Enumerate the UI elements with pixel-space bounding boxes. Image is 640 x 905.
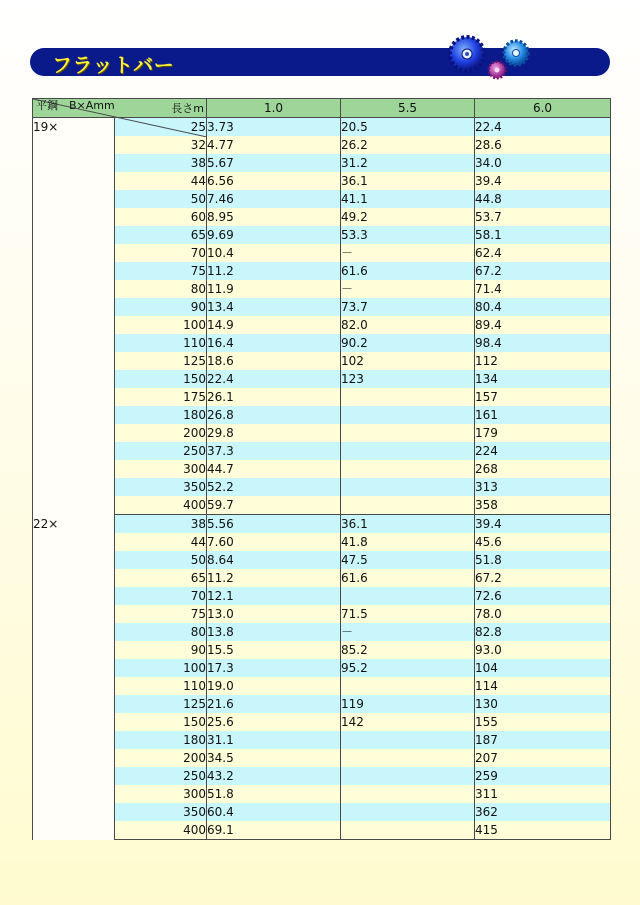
weight-cell (341, 821, 475, 840)
width-cell: 300 (115, 785, 207, 803)
weight-cell: 130 (475, 695, 611, 713)
width-cell: 250 (115, 442, 207, 460)
width-cell: 100 (115, 316, 207, 334)
weight-cell: 259 (475, 767, 611, 785)
gear-small-purple (489, 62, 505, 78)
width-cell: 70 (115, 244, 207, 262)
weight-cell (341, 749, 475, 767)
table-row (33, 695, 611, 713)
weight-cell: 98.4 (475, 334, 611, 352)
table-row (33, 316, 611, 334)
weight-cell: 80.4 (475, 298, 611, 316)
table-row (33, 154, 611, 172)
weight-cell: 39.4 (475, 515, 611, 534)
weight-cell: 67.2 (475, 569, 611, 587)
weight-cell: 179 (475, 424, 611, 442)
weight-cell: 51.8 (207, 785, 341, 803)
weight-cell: － (341, 623, 475, 641)
table-row (33, 821, 611, 840)
weight-cell: 161 (475, 406, 611, 424)
weight-cell: 82.0 (341, 316, 475, 334)
weight-cell: 18.6 (207, 352, 341, 370)
gear-small-blue (504, 41, 528, 65)
weight-cell: 5.56 (207, 515, 341, 534)
table-row (33, 731, 611, 749)
table-row (33, 244, 611, 262)
table-row (33, 496, 611, 515)
width-cell: 400 (115, 821, 207, 840)
table-row (33, 659, 611, 677)
weight-cell: 112 (475, 352, 611, 370)
width-cell: 50 (115, 551, 207, 569)
weight-cell (341, 587, 475, 605)
table-row (33, 749, 611, 767)
weight-cell: 358 (475, 496, 611, 515)
weight-cell: 93.0 (475, 641, 611, 659)
weight-cell: 36.1 (341, 515, 475, 534)
weight-cell: 13.0 (207, 605, 341, 623)
weight-cell: 44.8 (475, 190, 611, 208)
weight-cell: 10.4 (207, 244, 341, 262)
thickness-group-label: 19× (33, 118, 115, 515)
weight-cell: 53.3 (341, 226, 475, 244)
width-cell: 65 (115, 226, 207, 244)
weight-cell: 90.2 (341, 334, 475, 352)
weight-cell: 157 (475, 388, 611, 406)
weight-cell: 12.1 (207, 587, 341, 605)
weight-cell: 49.2 (341, 208, 475, 226)
weight-cell: 28.6 (475, 136, 611, 154)
width-cell: 150 (115, 370, 207, 388)
weight-cell: 11.2 (207, 569, 341, 587)
table-row (33, 298, 611, 316)
weight-cell: 13.8 (207, 623, 341, 641)
table-row (33, 713, 611, 731)
width-cell: 110 (115, 334, 207, 352)
weight-cell: 11.9 (207, 280, 341, 298)
weight-cell: 3.73 (207, 118, 341, 137)
weight-cell (341, 460, 475, 478)
table-row (33, 424, 611, 442)
weight-cell: 26.8 (207, 406, 341, 424)
weight-cell: 41.8 (341, 533, 475, 551)
width-cell: 65 (115, 569, 207, 587)
table-row (33, 136, 611, 154)
weight-cell: － (341, 244, 475, 262)
width-cell: 70 (115, 587, 207, 605)
page-title: フラットバー (52, 53, 175, 77)
weight-cell: 8.64 (207, 551, 341, 569)
weight-cell: 60.4 (207, 803, 341, 821)
weight-cell (341, 442, 475, 460)
weight-cell (341, 803, 475, 821)
weight-cell: 47.5 (341, 551, 475, 569)
table-row (33, 587, 611, 605)
width-cell: 80 (115, 280, 207, 298)
weight-cell: 36.1 (341, 172, 475, 190)
width-cell: 110 (115, 677, 207, 695)
width-cell: 300 (115, 460, 207, 478)
weight-cell: 31.1 (207, 731, 341, 749)
weight-cell (341, 388, 475, 406)
weight-cell: 362 (475, 803, 611, 821)
weight-cell: 45.6 (475, 533, 611, 551)
table-row (33, 460, 611, 478)
weight-cell: 22.4 (207, 370, 341, 388)
weight-cell: 8.95 (207, 208, 341, 226)
weight-cell (341, 478, 475, 496)
weight-cell: 415 (475, 821, 611, 840)
width-cell: 100 (115, 659, 207, 677)
table-row (33, 785, 611, 803)
weight-cell (341, 677, 475, 695)
width-cell: 175 (115, 388, 207, 406)
table-row (33, 767, 611, 785)
table-row (33, 551, 611, 569)
weight-cell: 52.2 (207, 478, 341, 496)
weight-cell: 25.6 (207, 713, 341, 731)
column-header: 1.0 (207, 99, 341, 118)
width-cell: 38 (115, 515, 207, 534)
weight-cell: 102 (341, 352, 475, 370)
weight-cell: 34.0 (475, 154, 611, 172)
weight-cell: 26.2 (341, 136, 475, 154)
weight-cell: 22.4 (475, 118, 611, 137)
table-row (33, 172, 611, 190)
weight-cell: 11.2 (207, 262, 341, 280)
table-row (33, 605, 611, 623)
weight-cell: 31.2 (341, 154, 475, 172)
width-cell: 80 (115, 623, 207, 641)
width-cell: 200 (115, 749, 207, 767)
weight-cell: 7.60 (207, 533, 341, 551)
width-cell: 75 (115, 262, 207, 280)
table-row (33, 226, 611, 244)
weight-cell: 9.69 (207, 226, 341, 244)
table-row (33, 262, 611, 280)
weight-cell (341, 731, 475, 749)
weight-cell: 311 (475, 785, 611, 803)
width-cell: 75 (115, 605, 207, 623)
weight-cell: 34.5 (207, 749, 341, 767)
weight-cell: 62.4 (475, 244, 611, 262)
weight-cell: 4.77 (207, 136, 341, 154)
weight-cell: 5.67 (207, 154, 341, 172)
weight-cell: 53.7 (475, 208, 611, 226)
weight-cell: 37.3 (207, 442, 341, 460)
weight-cell: 6.56 (207, 172, 341, 190)
weight-cell: 58.1 (475, 226, 611, 244)
table-row (33, 190, 611, 208)
column-header: 6.0 (475, 99, 611, 118)
width-cell: 44 (115, 533, 207, 551)
weight-cell: 155 (475, 713, 611, 731)
size-header: 平鋼 B×Amm (36, 99, 115, 112)
flat-bar-weight-table (32, 98, 611, 840)
table-row (33, 569, 611, 587)
weight-cell: 41.1 (341, 190, 475, 208)
width-cell: 32 (115, 136, 207, 154)
weight-cell: 104 (475, 659, 611, 677)
table-row (33, 803, 611, 821)
width-cell: 180 (115, 731, 207, 749)
weight-cell: 67.2 (475, 262, 611, 280)
table-corner-header (33, 99, 207, 118)
weight-cell: 114 (475, 677, 611, 695)
weight-cell (341, 406, 475, 424)
weight-cell: 15.5 (207, 641, 341, 659)
weight-cell: 43.2 (207, 767, 341, 785)
weight-cell (341, 785, 475, 803)
weight-cell: 123 (341, 370, 475, 388)
weight-cell: 51.8 (475, 551, 611, 569)
weight-cell: 7.46 (207, 190, 341, 208)
width-cell: 25 (115, 118, 207, 137)
weight-cell: 19.0 (207, 677, 341, 695)
width-cell: 250 (115, 767, 207, 785)
weight-cell: 207 (475, 749, 611, 767)
table-row (33, 641, 611, 659)
weight-cell: 29.8 (207, 424, 341, 442)
weight-cell: 69.1 (207, 821, 341, 840)
weight-cell (341, 424, 475, 442)
weight-cell: 61.6 (341, 569, 475, 587)
weight-cell: 73.7 (341, 298, 475, 316)
weight-cell: 187 (475, 731, 611, 749)
width-cell: 350 (115, 478, 207, 496)
width-cell: 150 (115, 713, 207, 731)
table-row (33, 334, 611, 352)
table-row (33, 533, 611, 551)
width-cell: 200 (115, 424, 207, 442)
width-cell: 38 (115, 154, 207, 172)
weight-cell (341, 496, 475, 515)
weight-cell: 78.0 (475, 605, 611, 623)
weight-cell: 142 (341, 713, 475, 731)
weight-cell: 17.3 (207, 659, 341, 677)
weight-cell: － (341, 280, 475, 298)
weight-cell: 39.4 (475, 172, 611, 190)
width-cell: 125 (115, 695, 207, 713)
width-cell: 180 (115, 406, 207, 424)
table-row (33, 442, 611, 460)
table-row (33, 352, 611, 370)
width-cell: 90 (115, 641, 207, 659)
weight-cell: 16.4 (207, 334, 341, 352)
weight-cell: 268 (475, 460, 611, 478)
table-row (33, 515, 611, 534)
table-row (33, 478, 611, 496)
weight-cell: 13.4 (207, 298, 341, 316)
table-row (33, 677, 611, 695)
width-cell: 350 (115, 803, 207, 821)
thickness-group-label: 22× (33, 515, 115, 840)
table-row (33, 406, 611, 424)
width-cell: 90 (115, 298, 207, 316)
weight-cell: 71.5 (341, 605, 475, 623)
weight-cell: 44.7 (207, 460, 341, 478)
weight-cell: 85.2 (341, 641, 475, 659)
weight-cell: 72.6 (475, 587, 611, 605)
weight-cell: 134 (475, 370, 611, 388)
weight-cell: 119 (341, 695, 475, 713)
weight-cell: 61.6 (341, 262, 475, 280)
width-cell: 50 (115, 190, 207, 208)
weight-cell (341, 767, 475, 785)
weight-cell: 224 (475, 442, 611, 460)
weight-cell: 313 (475, 478, 611, 496)
column-header: 5.5 (341, 99, 475, 118)
weight-cell: 59.7 (207, 496, 341, 515)
weight-cell: 20.5 (341, 118, 475, 137)
table-row (33, 623, 611, 641)
table-row (33, 280, 611, 298)
weight-cell: 26.1 (207, 388, 341, 406)
width-cell: 60 (115, 208, 207, 226)
width-cell: 44 (115, 172, 207, 190)
length-header: 長さm (171, 102, 204, 115)
width-cell: 125 (115, 352, 207, 370)
weight-cell: 71.4 (475, 280, 611, 298)
table-row (33, 388, 611, 406)
gear-large (450, 37, 484, 71)
weight-cell: 95.2 (341, 659, 475, 677)
weight-cell: 21.6 (207, 695, 341, 713)
width-cell: 400 (115, 496, 207, 515)
weight-cell: 89.4 (475, 316, 611, 334)
table-row (33, 208, 611, 226)
weight-cell: 14.9 (207, 316, 341, 334)
gears-icon (446, 30, 536, 85)
table-row (33, 370, 611, 388)
weight-cell: 82.8 (475, 623, 611, 641)
